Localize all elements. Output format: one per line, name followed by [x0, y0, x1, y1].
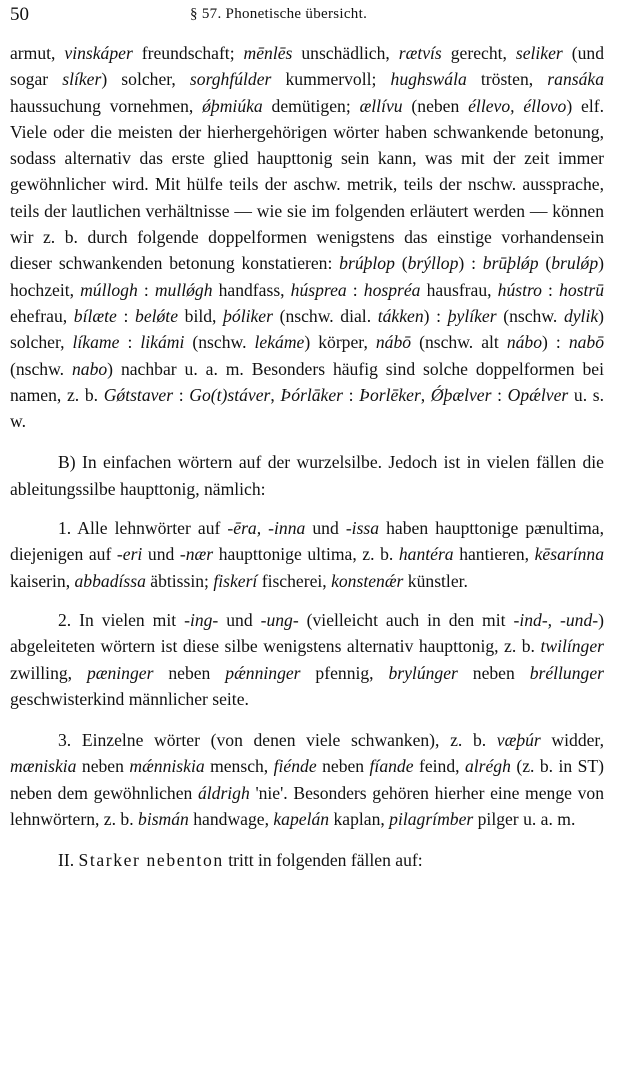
- text-run: und: [305, 518, 346, 539]
- word-form: brylúnger: [388, 662, 458, 683]
- text-run: :: [119, 332, 141, 353]
- word-form: seliker: [515, 43, 563, 63]
- text-run: geschwisterkind männlicher seite.: [10, 688, 249, 709]
- page-header: [10, 4, 610, 26]
- text-run: handfass,: [212, 279, 291, 300]
- text-run: (: [394, 253, 408, 274]
- word-form: húsprea: [290, 279, 347, 300]
- text-run: (nschw. dial.: [272, 305, 378, 326]
- word-form: mǽnniskia: [129, 756, 205, 777]
- word-form: -ing-: [184, 609, 219, 630]
- text-run: ) solcher,: [101, 69, 190, 90]
- text-run: :: [137, 279, 155, 300]
- text-run: fischerei,: [257, 570, 332, 591]
- word-form: Þorlēker: [359, 384, 421, 405]
- paragraph-accent-examples: [10, 40, 604, 434]
- text-run: haupttonige ultima, z. b.: [213, 544, 399, 565]
- text-run: :: [116, 305, 136, 326]
- text-run: :: [541, 279, 560, 300]
- text-run: (z. b. in ST) neben dem gewöhnlichen: [10, 756, 604, 803]
- word-form: hostrū: [559, 279, 605, 300]
- text-run: pilger u. a. m.: [473, 809, 576, 830]
- text-run: ) :: [458, 253, 483, 274]
- word-form: ællívu: [359, 95, 403, 116]
- word-form: líkame: [72, 332, 120, 353]
- text-run: B) In einfachen wörtern auf der wurzelsilbe. Jedoch ist in vielen fällen die ableitungssilbe haupttonig, nämlich:: [10, 452, 604, 499]
- word-form: -eri: [116, 544, 143, 565]
- text-run: kummervoll;: [271, 69, 391, 90]
- word-form: kapelán: [273, 809, 330, 830]
- word-form: Gǿtstaver: [103, 384, 174, 405]
- word-form: vinskáper: [64, 43, 133, 63]
- word-form: brýllop: [407, 253, 459, 274]
- text-run: pfennig,: [300, 662, 389, 683]
- text-run: (: [538, 253, 552, 274]
- text-run: 2. In vielen mit: [58, 609, 185, 630]
- text-run: (nschw.: [496, 305, 564, 326]
- paragraph-rule-2: [10, 607, 604, 712]
- word-form: slíker: [62, 69, 102, 90]
- text-run: ehefrau,: [10, 305, 74, 326]
- word-form: fiskerí: [213, 570, 258, 591]
- word-form: Opǽlver: [507, 384, 569, 405]
- text-run: ) :: [542, 332, 569, 353]
- word-form: -issa: [345, 518, 380, 539]
- word-form: nábō: [375, 332, 412, 353]
- word-form: pǽnninger: [225, 662, 301, 683]
- text-run: kaplan,: [329, 809, 390, 830]
- text-run: :: [173, 384, 190, 405]
- text-run: mensch,: [204, 756, 274, 777]
- text-run: (neben: [402, 95, 469, 116]
- word-form: Þórlāker: [280, 384, 344, 405]
- word-form: lekáme: [254, 332, 305, 353]
- word-form: dylik: [563, 305, 599, 326]
- text-run: demütigen;: [262, 95, 360, 116]
- word-form: sorghfúlder: [189, 69, 272, 90]
- word-form: þylíker: [447, 305, 497, 326]
- text-run: ,: [420, 384, 431, 405]
- word-form: þóliker: [223, 305, 273, 326]
- word-form: bréllunger: [529, 662, 604, 683]
- text-run: handwage,: [188, 809, 274, 830]
- text-run: haben haupttonige pænultima, diejenigen auf: [10, 518, 604, 565]
- text-run: armut,: [10, 43, 65, 63]
- word-form: ransáka: [547, 69, 604, 90]
- word-form: twilínger: [540, 636, 604, 657]
- text-run: neben: [457, 662, 530, 683]
- text-run: neben: [153, 662, 226, 683]
- word-form: fíande: [369, 756, 414, 777]
- word-form: brúþlop: [339, 253, 395, 274]
- text-run: hausfrau,: [420, 279, 498, 300]
- word-form: pilagrímber: [389, 809, 474, 830]
- text-run: :: [491, 384, 508, 405]
- text-run: (nschw. alt: [411, 332, 507, 353]
- word-form: alrégh: [464, 756, 511, 777]
- word-form: brulǿp: [551, 253, 599, 274]
- word-form: mullǿgh: [154, 279, 213, 300]
- text-run: bild,: [178, 305, 224, 326]
- word-form: -nær: [179, 544, 214, 565]
- word-form: -ung-: [260, 609, 299, 630]
- word-form: abbadíssa: [74, 570, 146, 591]
- text-run: haussuchung vornehmen,: [10, 95, 203, 116]
- word-form: hospréa: [363, 279, 421, 300]
- text-run: widder,: [540, 730, 604, 751]
- text-run: II.: [58, 850, 79, 871]
- word-form: hantéra: [398, 544, 454, 565]
- word-form: éllevo, éllovo: [468, 95, 567, 116]
- word-form: likámi: [140, 332, 185, 353]
- word-form: tákken: [377, 305, 424, 326]
- word-form: pæninger: [86, 662, 154, 683]
- text-run: (nschw.: [184, 332, 255, 353]
- word-form: -ēra, -inna: [227, 518, 306, 539]
- word-form: bílæte: [73, 305, 117, 326]
- text-run: ) körper,: [304, 332, 376, 353]
- word-form: nabō: [568, 332, 604, 353]
- word-form: konstenǽr: [331, 570, 404, 591]
- running-head: § 57. Phonetische übersicht.: [190, 6, 368, 22]
- text-run: ) nachbar u. a. m. Besonders häufig sind solche doppelformen bei namen, z. b.: [10, 358, 604, 405]
- word-form: ǿþmiúka: [202, 95, 263, 116]
- page-number: 50: [10, 4, 29, 25]
- text-run: und: [218, 609, 261, 630]
- text-run: feind,: [413, 756, 465, 777]
- text-run: künstler.: [403, 570, 468, 591]
- text-run: äbtissin;: [145, 570, 214, 591]
- word-form: Ǿþælver: [430, 384, 492, 405]
- text-run: u. s. w.: [10, 384, 605, 432]
- word-form: Go(t)stáver: [189, 384, 271, 405]
- word-form: áldrigh: [197, 782, 250, 803]
- word-form: múllogh: [80, 279, 138, 300]
- word-form: væþúr: [496, 730, 541, 751]
- text-run: :: [346, 279, 364, 300]
- text-run: ) solcher,: [10, 305, 605, 353]
- text-run: ,: [270, 384, 281, 405]
- text-run: hantieren,: [453, 544, 535, 565]
- text-run: neben: [316, 756, 370, 777]
- paragraph-section-b: [10, 449, 604, 502]
- word-form: belǿte: [135, 305, 179, 326]
- word-form: mæniskia: [10, 756, 77, 777]
- text-run: 3. Einzelne wörter (von denen viele schwanken), z. b.: [58, 730, 497, 751]
- text-run: (nschw.: [10, 358, 72, 379]
- word-form: rætvís: [398, 43, 442, 63]
- paragraph-rule-1: [10, 515, 604, 594]
- word-form: nabo: [71, 358, 108, 379]
- text-run: trösten,: [466, 69, 548, 90]
- text-run: ) :: [423, 305, 448, 326]
- text-run: ) elf. Viele oder die meisten der hierhergehörigen wörter haben schwankende betonung, sodass alternativ das erste glied haupttonig sein kann, was mit der zeit immer gewöhnlicher wird. Mit hülfe teils der aschw. metrik, teils der nschw. aussprache, teils der lautlichen verhältnisse — wie sie im folgenden erläutert werden — können wir z. b. durch folgende doppelformen wenigstens das einstige vorhandensein dieser schwankenden betonung konstatieren:: [10, 95, 605, 274]
- text-run: ) abgeleiteten wörtern ist diese silbe wenigstens alternativ haupttonig, z. b.: [10, 609, 604, 657]
- text-run: 1. Alle lehnwörter auf: [58, 518, 228, 539]
- text-run: (vielleicht auch in den mit: [298, 609, 514, 630]
- text-run: neben: [76, 756, 130, 777]
- text-run: zwilling,: [10, 662, 87, 683]
- word-form: brūþlǿp: [482, 253, 539, 274]
- paragraph-section-ii: [10, 847, 604, 873]
- word-form: mēnlēs: [243, 43, 293, 63]
- word-form: -ind-, -und-: [513, 609, 599, 630]
- word-form: hústro: [497, 279, 542, 300]
- body-text: [10, 40, 604, 874]
- word-form: fiénde: [273, 756, 317, 777]
- word-form: kēsarínna: [534, 544, 605, 565]
- text-run: 'nie'. Besonders gehören hierher eine menge von lehnwörtern, z. b.: [10, 782, 604, 830]
- text-run: unschädlich,: [292, 43, 399, 63]
- spaced-heading-text: Starker nebenton: [78, 850, 224, 871]
- text-run: ) hochzeit,: [10, 253, 604, 300]
- word-form: nábo: [506, 332, 542, 353]
- text-run: (und sogar: [10, 43, 604, 90]
- word-form: bismán: [138, 809, 189, 830]
- text-run: gerecht,: [441, 43, 516, 63]
- text-run: kaiserin,: [10, 570, 75, 591]
- text-run: tritt in folgenden fällen auf:: [223, 850, 423, 871]
- word-form: hughswála: [390, 69, 467, 90]
- text-run: und: [142, 544, 180, 565]
- text-run: :: [343, 384, 360, 405]
- text-run: freundschaft;: [132, 43, 244, 63]
- paragraph-rule-3: [10, 727, 604, 832]
